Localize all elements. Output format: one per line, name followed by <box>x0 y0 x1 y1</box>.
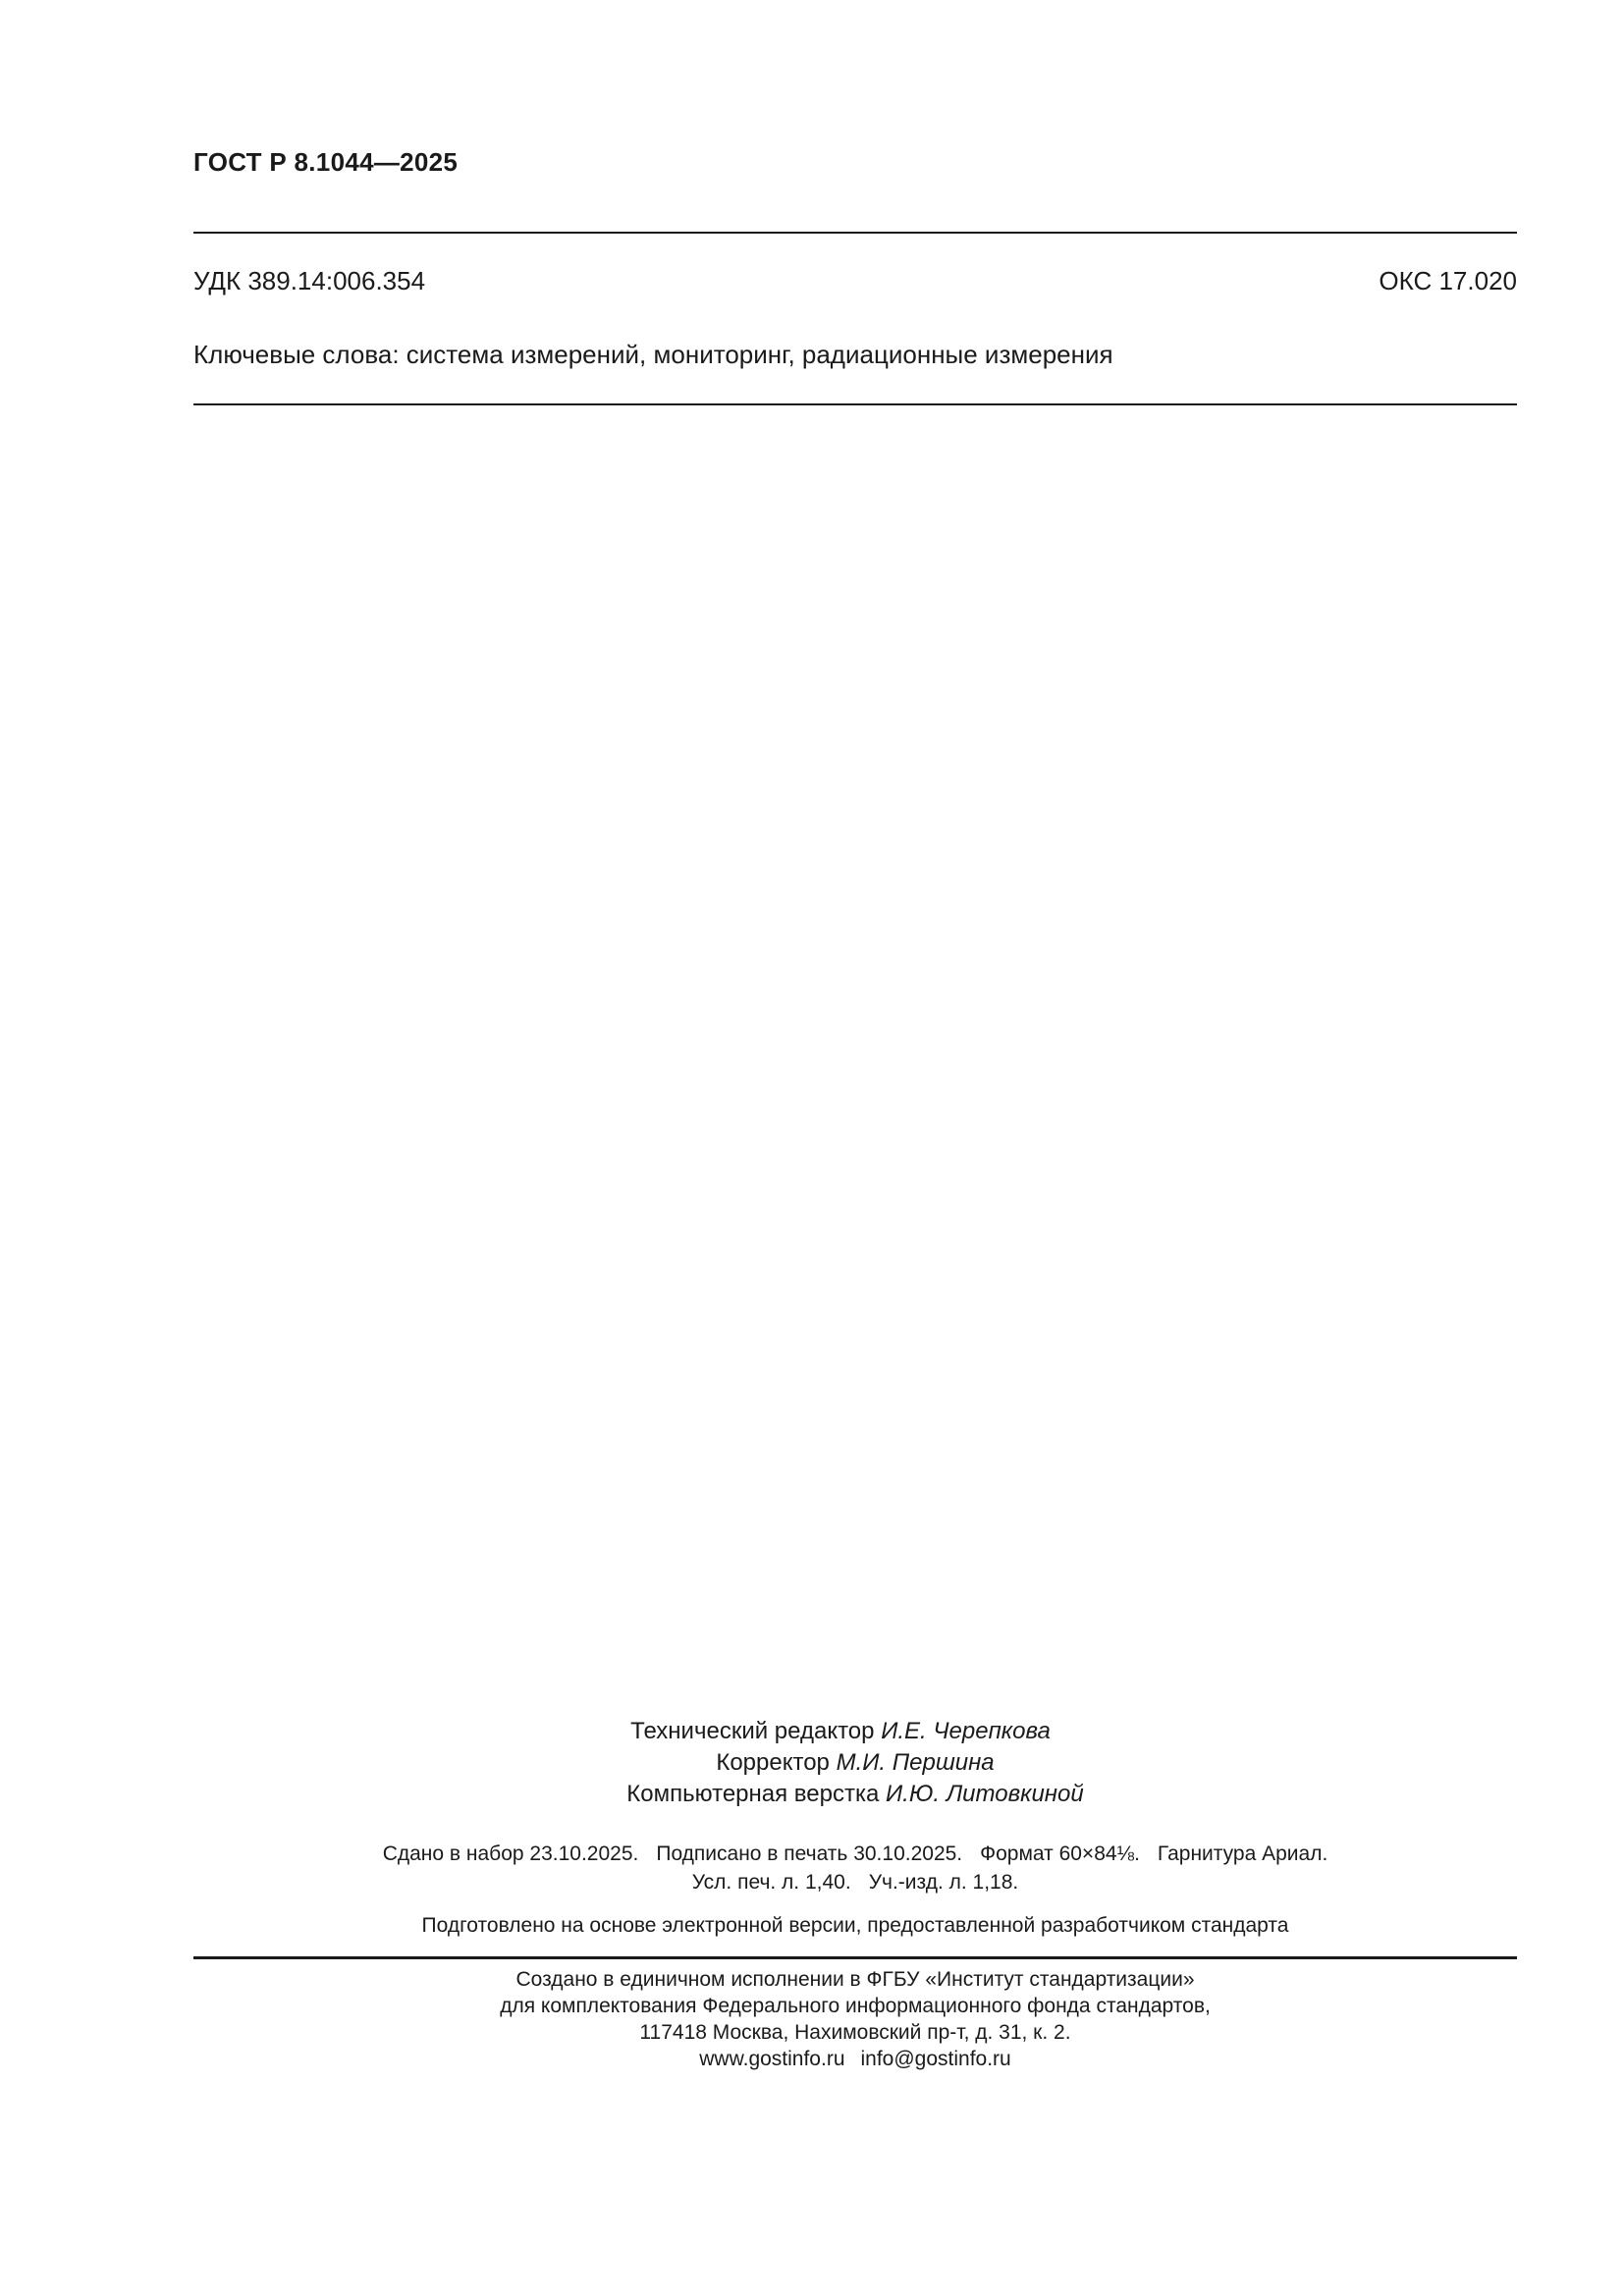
layout-label: Компьютерная верстка <box>626 1781 880 1807</box>
website-link[interactable]: www.gostinfo.ru <box>699 2048 845 2070</box>
classification-row <box>193 266 1517 296</box>
document-code: ГОСТ Р 8.1044—2025 <box>193 147 459 177</box>
typeface: Гарнитура Ариал. <box>1157 1842 1328 1865</box>
divider-top <box>193 232 1517 234</box>
keywords: Ключевые слова: система измерений, мониторинг, радиационные измерения <box>193 340 1113 369</box>
email-link[interactable]: info@gostinfo.ru <box>860 2048 1011 2070</box>
print-info-block <box>193 1840 1517 1896</box>
layout-name: И.Ю. Литовкиной <box>886 1781 1084 1807</box>
publisher-address: 117418 Москва, Нахимовский пр-т, д. 31, к. 2. <box>639 2021 1071 2044</box>
layout-line <box>193 1779 1517 1810</box>
publisher-contacts <box>193 2046 1517 2072</box>
divider-keywords <box>193 403 1517 405</box>
corrector-label: Корректор <box>716 1749 830 1776</box>
publisher-line-1: Создано в единичном исполнении в ФГБУ «Институт стандартизации» <box>515 1968 1195 1991</box>
paper-format: Формат 60×84⅛. <box>980 1842 1140 1865</box>
print-sheets: Усл. печ. л. 1,40. <box>691 1871 851 1894</box>
divider-publisher <box>193 1956 1517 1959</box>
publisher-sheets: Уч.-изд. л. 1,18. <box>868 1871 1019 1894</box>
print-info-line-1 <box>193 1840 1517 1868</box>
udk-code: УДК 389.14:006.354 <box>193 266 426 295</box>
submitted-date: Сдано в набор 23.10.2025. <box>382 1842 639 1865</box>
tech-editor-label: Технический редактор <box>630 1718 875 1744</box>
tech-editor-line <box>193 1716 1517 1747</box>
publisher-block <box>193 1966 1517 2072</box>
corrector-name: М.И. Першина <box>836 1749 995 1776</box>
prepared-note: Подготовлено на основе электронной версии, предоставленной разработчиком стандарта <box>421 1914 1289 1937</box>
credits-block <box>193 1716 1517 1810</box>
tech-editor-name: И.Е. Черепкова <box>881 1718 1051 1744</box>
corrector-line <box>193 1747 1517 1779</box>
oks-code: ОКС 17.020 <box>1379 266 1517 295</box>
signed-date: Подписано в печать 30.10.2025. <box>656 1842 963 1865</box>
publisher-line-2: для комплектования Федерального информационного фонда стандартов, <box>500 1995 1211 2017</box>
print-info-line-2 <box>193 1868 1517 1896</box>
